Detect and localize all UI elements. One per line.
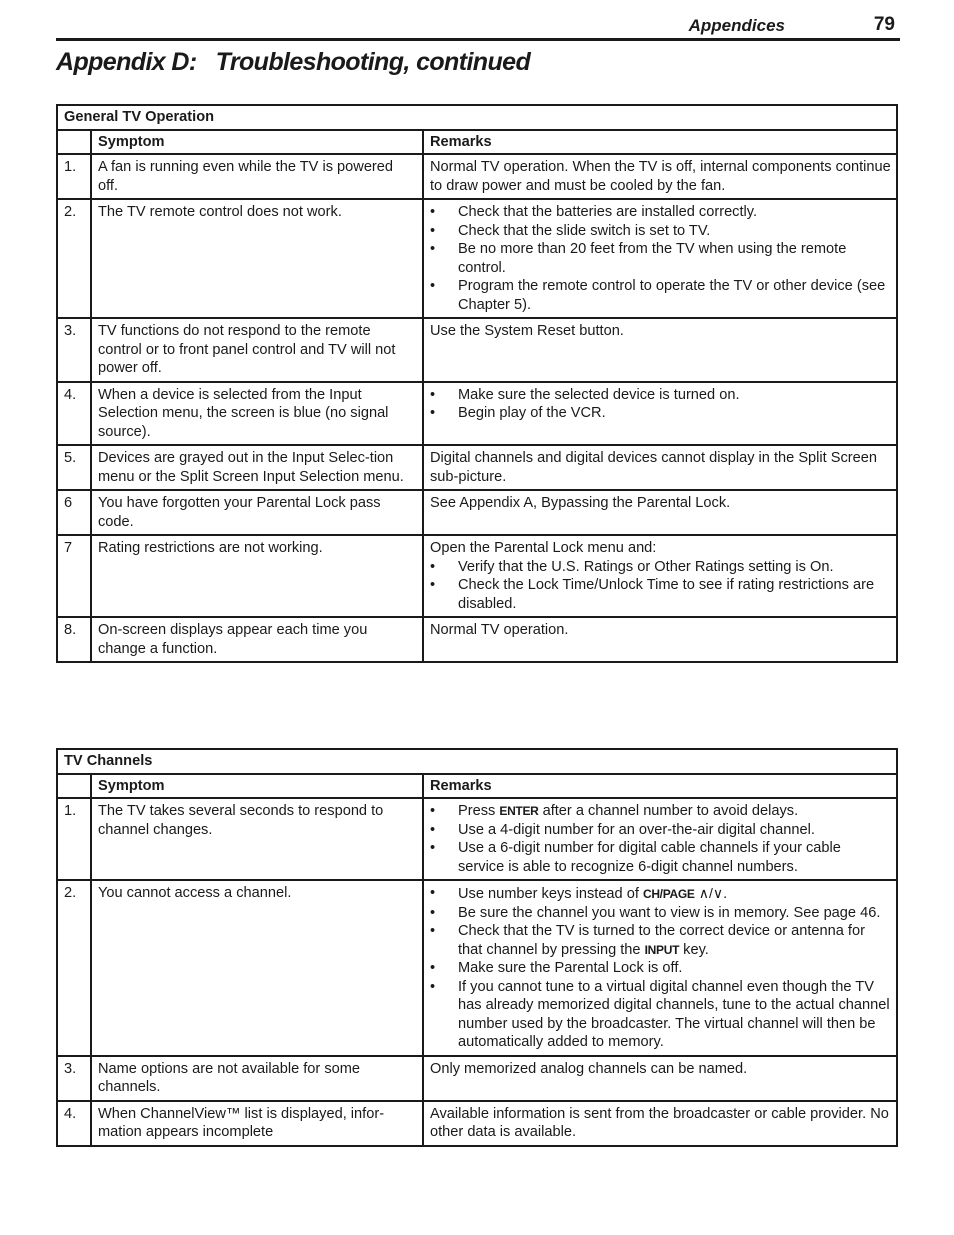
- remarks-cell: [423, 798, 897, 880]
- list-item: • Use a 6-digit number for digital cable channels if your cable service is able to recognize 6-digit channel numbers.: [430, 839, 891, 876]
- row-number: 3.: [57, 1056, 91, 1101]
- list-item: • Make sure the selected device is turned on.: [430, 386, 891, 405]
- symptom-cell: You have forgotten your Parental Lock pass code.: [91, 490, 423, 535]
- remarks-cell: Available information is sent from the broadcaster or cable provider. No other data is available.: [423, 1101, 897, 1146]
- page-header: [56, 14, 900, 41]
- row-number: 6: [57, 490, 91, 535]
- symptom-cell: TV functions do not respond to the remote control or to front panel control and TV will not power off.: [91, 318, 423, 382]
- remarks-cell: [423, 880, 897, 1056]
- symptom-cell: Devices are grayed out in the Input Selec-tion menu or the Split Screen Input Selection menu.: [91, 445, 423, 490]
- remarks-cell: [423, 199, 897, 318]
- list-item: • Check the Lock Time/Unlock Time to see if rating restrictions are disabled.: [430, 576, 891, 613]
- list-item: • Program the remote control to operate the TV or other device (see Chapter 5).: [430, 277, 891, 314]
- table-row: [57, 318, 897, 382]
- symptom-cell: The TV takes several seconds to respond to channel changes.: [91, 798, 423, 880]
- remarks-cell: Digital channels and digital devices cannot display in the Split Screen sub-picture.: [423, 445, 897, 490]
- list-item: • Be sure the channel you want to view is in memory. See page 46.: [430, 904, 891, 923]
- list-item: • Begin play of the VCR.: [430, 404, 891, 423]
- symptom-cell: Rating restrictions are not working.: [91, 535, 423, 617]
- row-number: 8.: [57, 617, 91, 662]
- list-item: [430, 884, 891, 904]
- row-number: 3.: [57, 318, 91, 382]
- list-item: • Be no more than 20 feet from the TV when using the remote control.: [430, 240, 891, 277]
- text-fragment: key.: [679, 941, 709, 958]
- list-item: [430, 802, 891, 821]
- row-number: 1.: [57, 154, 91, 199]
- page-number: 79: [873, 14, 895, 35]
- symptom-cell: Name options are not available for some channels.: [91, 1056, 423, 1101]
- symptom-cell: You cannot access a channel.: [91, 880, 423, 1056]
- list-item: • Verify that the U.S. Ratings or Other Ratings setting is On.: [430, 558, 891, 577]
- row-number: 2.: [57, 199, 91, 318]
- remarks-cell: [423, 382, 897, 446]
- remarks-cell: Normal TV operation.: [423, 617, 897, 662]
- row-number: 1.: [57, 798, 91, 880]
- table-row: [57, 1056, 897, 1101]
- list-item: [430, 922, 891, 959]
- symptom-cell: When a device is selected from the Input Selection menu, the screen is blue (no signal source).: [91, 382, 423, 446]
- up-down-arrows-icon: ∧/∨: [698, 885, 724, 901]
- table-row: [57, 382, 897, 446]
- remarks-intro: Open the Parental Lock menu and:: [430, 540, 657, 556]
- column-header-symptom: Symptom: [91, 774, 423, 799]
- remarks-cell: See Appendix A, Bypassing the Parental Lock.: [423, 490, 897, 535]
- symptom-cell: A fan is running even while the TV is powered off.: [91, 154, 423, 199]
- table-section-title: General TV Operation: [57, 105, 897, 130]
- row-number: 7: [57, 535, 91, 617]
- row-number: 4.: [57, 1101, 91, 1146]
- ch-page-key-label: CH/PAGE: [642, 887, 695, 901]
- list-item: • If you cannot tune to a virtual digital channel even though the TV has already memorized digital channels, tune to the actual channel number used by the broadcaster. The virtual channel will then be automatically added to memory.: [430, 978, 891, 1052]
- remarks-cell: Use the System Reset button.: [423, 318, 897, 382]
- table-section-title: TV Channels: [57, 749, 897, 774]
- symptom-cell: When ChannelView™ list is displayed, infor-mation appears incomplete: [91, 1101, 423, 1146]
- enter-key-label: ENTER: [499, 804, 539, 818]
- column-header-remarks: Remarks: [423, 130, 897, 155]
- list-item: • Check that the slide switch is set to TV.: [430, 222, 891, 241]
- symptom-cell: On-screen displays appear each time you change a function.: [91, 617, 423, 662]
- remarks-cell: [423, 535, 897, 617]
- text-fragment: Check that the TV is turned to the correct device or antenna for that channel by pressing the: [458, 923, 865, 958]
- table-row: [57, 880, 897, 1056]
- table-row: [57, 199, 897, 318]
- symptom-cell: The TV remote control does not work.: [91, 199, 423, 318]
- list-item: • Use a 4-digit number for an over-the-air digital channel.: [430, 821, 891, 840]
- list-item: • Check that the batteries are installed correctly.: [430, 203, 891, 222]
- input-key-label: INPUT: [644, 942, 680, 957]
- list-item: • Make sure the Parental Lock is off.: [430, 959, 891, 978]
- table-row: [57, 154, 897, 199]
- table-row: [57, 798, 897, 880]
- column-header-remarks: Remarks: [423, 774, 897, 799]
- tv-channels-table: [56, 748, 898, 1147]
- table-row: [57, 1101, 897, 1146]
- row-number: 4.: [57, 382, 91, 446]
- table-row: [57, 490, 897, 535]
- row-number: 2.: [57, 880, 91, 1056]
- table-row: [57, 445, 897, 490]
- general-tv-operation-table: [56, 104, 898, 663]
- table-row: [57, 535, 897, 617]
- remarks-cell: Only memorized analog channels can be named.: [423, 1056, 897, 1101]
- text-fragment: Press: [458, 803, 500, 819]
- column-header-symptom: Symptom: [91, 130, 423, 155]
- table-row: [57, 617, 897, 662]
- section-name: Appendices: [688, 16, 785, 35]
- text-fragment: .: [723, 886, 728, 902]
- text-fragment: Use number keys instead of: [458, 886, 643, 902]
- remarks-cell: Normal TV operation. When the TV is off, internal components continue to draw power and must be cooled by the fan.: [423, 154, 897, 199]
- text-fragment: after a channel number to avoid delays.: [538, 803, 799, 819]
- row-number: 5.: [57, 445, 91, 490]
- page-title: Appendix D: Troubleshooting, continued: [56, 48, 531, 76]
